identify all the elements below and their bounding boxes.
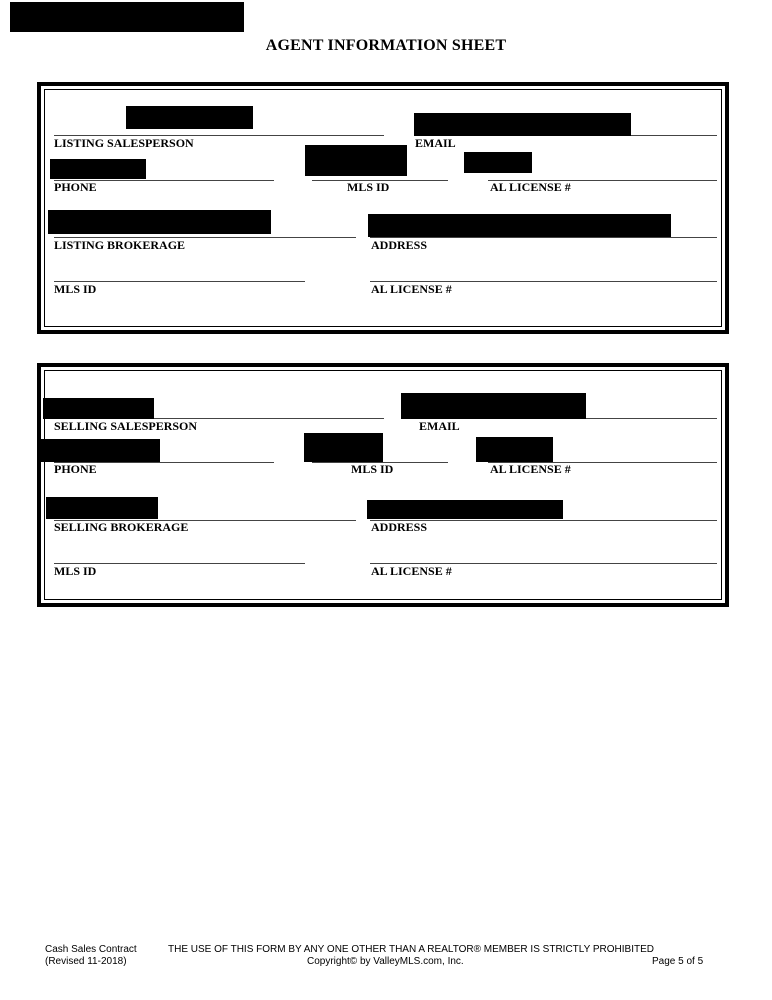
listing-salesperson-redaction xyxy=(126,106,253,129)
footer-revision: (Revised 11-2018) xyxy=(45,956,127,967)
selling-email-redaction xyxy=(401,393,586,419)
listing-license-redaction xyxy=(464,152,532,173)
footer-page-number: Page 5 of 5 xyxy=(652,956,704,967)
selling-broker-mls-id-label: MLS ID xyxy=(54,564,97,578)
listing-email-label: EMAIL xyxy=(415,136,456,150)
selling-salesperson-redaction xyxy=(43,398,154,419)
listing-mls-id-label: MLS ID xyxy=(347,180,390,194)
listing-brokerage-redaction xyxy=(48,210,271,234)
listing-license-label: AL LICENSE # xyxy=(490,180,571,194)
listing-phone-label: PHONE xyxy=(54,180,97,194)
selling-address-redaction xyxy=(367,500,563,519)
selling-phone-label: PHONE xyxy=(54,462,97,476)
selling-mls-id-redaction xyxy=(304,433,383,462)
selling-broker-license-label: AL LICENSE # xyxy=(371,564,452,578)
selling-email-label: EMAIL xyxy=(419,419,460,433)
selling-license-redaction xyxy=(476,437,553,462)
selling-mls-id-label: MLS ID xyxy=(351,462,394,476)
listing-address-redaction xyxy=(368,214,671,237)
listing-phone-redaction xyxy=(50,159,146,179)
listing-broker-license-label: AL LICENSE # xyxy=(371,282,452,296)
selling-brokerage-label: SELLING BROKERAGE xyxy=(54,520,189,534)
listing-email-redaction xyxy=(414,113,631,136)
footer-notice: THE USE OF THIS FORM BY ANY ONE OTHER THAN A REALTOR® MEMBER IS STRICTLY PROHIBITED xyxy=(168,944,654,955)
footer-copyright: Copyright© by ValleyMLS.com, Inc. xyxy=(307,956,464,967)
selling-salesperson-label: SELLING SALESPERSON xyxy=(54,419,198,433)
listing-broker-mls-id-label: MLS ID xyxy=(54,282,97,296)
selling-phone-redaction xyxy=(40,439,160,462)
listing-mls-id-redaction xyxy=(305,145,407,176)
selling-license-label: AL LICENSE # xyxy=(490,462,571,476)
listing-address-label: ADDRESS xyxy=(371,238,428,252)
listing-salesperson-label: LISTING SALESPERSON xyxy=(54,136,194,150)
selling-brokerage-redaction xyxy=(46,497,158,519)
page-title: AGENT INFORMATION SHEET xyxy=(265,37,507,54)
selling-address-label: ADDRESS xyxy=(371,520,428,534)
footer-form-name: Cash Sales Contract xyxy=(45,944,137,955)
listing-brokerage-label: LISTING BROKERAGE xyxy=(54,238,186,252)
header-redaction xyxy=(10,2,244,32)
